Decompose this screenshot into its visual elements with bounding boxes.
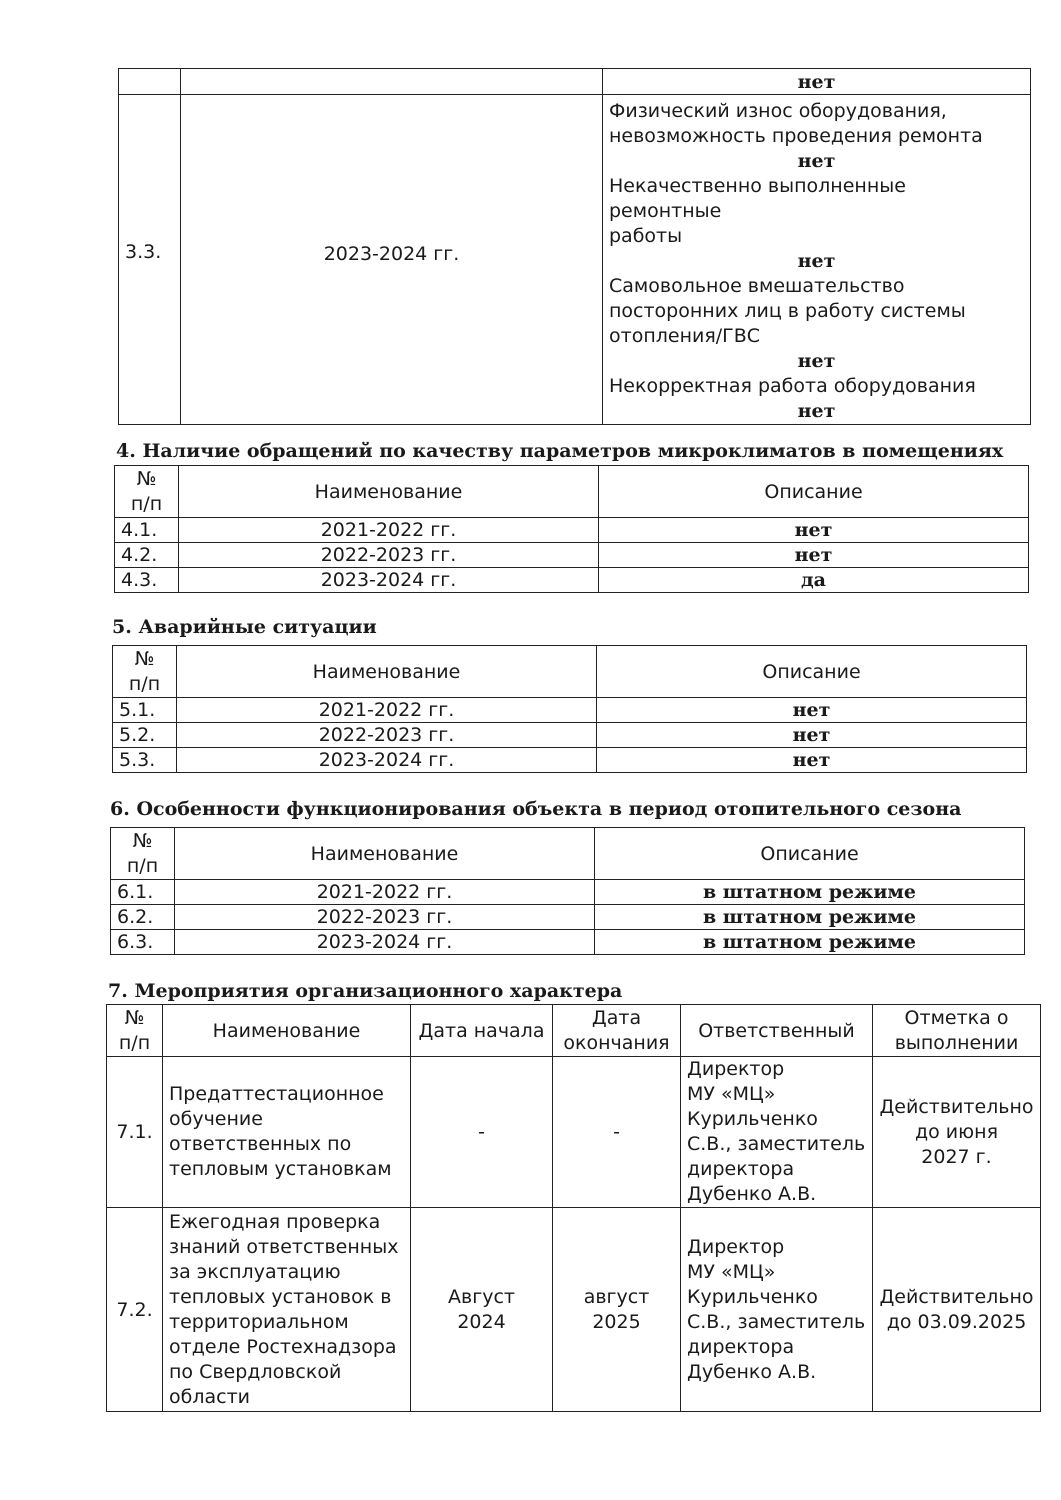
cause-text: работы (609, 225, 683, 247)
cause-text: отопления/ГВС (609, 325, 761, 347)
cause-value: нет (797, 250, 836, 272)
row-mark-line: 2027 г. (921, 1145, 992, 1168)
row-responsible-line: С.В., заместитель (687, 1133, 866, 1155)
row-name-line: тепловым установкам (169, 1158, 392, 1180)
row-mark (873, 1057, 1041, 1208)
row-responsible-line: Курильченко (687, 1285, 818, 1308)
header-num: № п/п (113, 646, 177, 698)
row-description: нет (599, 543, 1029, 568)
row-number: 4.2. (115, 543, 179, 568)
row-name: 2021-2022 гг. (177, 698, 597, 723)
header-name: Наименование (163, 1005, 411, 1057)
row-responsible-line: директора (687, 1335, 795, 1358)
row-number: 6.1. (111, 880, 175, 905)
header-num: № п/п (111, 828, 175, 880)
section6-title: 6. Особенности функционирования объекта в период отопительного сезона (110, 798, 962, 820)
row-name: 2021-2022 гг. (175, 880, 595, 905)
row-mark-line: до 03.09.2025 (886, 1310, 1027, 1333)
row-name: 2022-2023 гг. (179, 543, 599, 568)
row-name: 2023-2024 гг. (177, 748, 597, 773)
table-row (111, 880, 1025, 905)
row-number: 5.3. (113, 748, 177, 773)
row-number: 5.1. (113, 698, 177, 723)
section5-table (112, 645, 1027, 773)
row-number: 7.1. (107, 1057, 163, 1208)
table-row (115, 568, 1029, 593)
row-number: 4.3. (115, 568, 179, 593)
row-description: нет (597, 748, 1027, 773)
row-number: 4.1. (115, 518, 179, 543)
row-start-date-line: Август (448, 1285, 515, 1308)
cause-text: Некорректная работа оборудования (609, 375, 976, 397)
table-row (111, 930, 1025, 955)
row-number: 6.2. (111, 905, 175, 930)
section3-table (118, 68, 1031, 425)
table-row (115, 518, 1029, 543)
cause-text: Физический износ оборудования, (609, 100, 947, 122)
row-number: 3.3. (119, 95, 181, 425)
row-name-line: по Свердловской (169, 1360, 342, 1383)
row-name-line: за эксплуатацию (169, 1260, 341, 1283)
row-description: нет (597, 723, 1027, 748)
cause-value: нет (797, 400, 836, 422)
table-row (115, 543, 1029, 568)
table-row (107, 1057, 1041, 1208)
row-responsible-line: Дубенко А.В. (687, 1360, 817, 1383)
cause-text: Некачественно выполненные ремонтные (609, 175, 906, 222)
row-name (163, 1057, 411, 1208)
row-name-line: отделе Ростехнадзора (169, 1335, 397, 1358)
row-name: 2022-2023 гг. (175, 905, 595, 930)
row-end-date-line: 2025 (592, 1310, 641, 1333)
header-num: № п/п (115, 466, 179, 518)
header-name: Наименование (175, 828, 595, 880)
section7-title: 7. Мероприятия организационного характера (108, 980, 623, 1002)
row-responsible-line: МУ «МЦ» (687, 1083, 776, 1105)
row-mark-line: Действительно (879, 1095, 1034, 1118)
cause-value: нет (797, 150, 836, 172)
row-end-date-line: - (613, 1120, 620, 1143)
row-name: 2023-2024 гг. (175, 930, 595, 955)
row-responsible (681, 1208, 873, 1412)
row-mark-line: до июня (915, 1120, 998, 1143)
table-row (111, 905, 1025, 930)
row-name-line: тепловых установок в (169, 1285, 392, 1308)
row-start-date-line: 2024 (457, 1310, 506, 1333)
row-description: да (599, 568, 1029, 593)
table-row (113, 723, 1027, 748)
row-name-line: Ежегодная проверка (169, 1210, 381, 1233)
section4-title: 4. Наличие обращений по качеству параметров микроклиматов в помещениях (116, 440, 1004, 462)
row-responsible-line: Директор (687, 1235, 785, 1258)
row-responsible-line: Дубенко А.В. (687, 1183, 817, 1205)
row-name: 2023-2024 гг. (179, 568, 599, 593)
row-number: 5.2. (113, 723, 177, 748)
cause-item (609, 274, 1024, 374)
header-mark: Отметка о выполнении (873, 1005, 1041, 1057)
row-start-date-line: - (478, 1120, 485, 1143)
table-row (113, 698, 1027, 723)
row-name-line: Предаттестационное (169, 1083, 384, 1105)
header-desc: Описание (599, 466, 1029, 518)
row-description: нет (597, 698, 1027, 723)
cause-item (609, 99, 1024, 174)
row-name-line: знаний ответственных (169, 1235, 399, 1258)
header-responsible: Ответственный (681, 1005, 873, 1057)
row-responsible (681, 1057, 873, 1208)
header-num: № п/п (107, 1005, 163, 1057)
header-end-date: Дата окончания (553, 1005, 681, 1057)
row-name (163, 1208, 411, 1412)
header-name: Наименование (177, 646, 597, 698)
cause-item (609, 374, 1024, 424)
row-name: 2022-2023 гг. (177, 723, 597, 748)
row-responsible-line: Курильченко (687, 1108, 818, 1130)
table-row (113, 748, 1027, 773)
row-responsible-line: МУ «МЦ» (687, 1260, 776, 1283)
row-end-date-line: август (583, 1285, 650, 1308)
header-desc: Описание (597, 646, 1027, 698)
row-mark (873, 1208, 1041, 1412)
cause-item (609, 174, 1024, 274)
row-name: 2023-2024 гг. (181, 95, 603, 425)
section3-top-value: нет (603, 69, 1031, 95)
row-end-date (553, 1057, 681, 1208)
header-start-date: Дата начала (411, 1005, 553, 1057)
table-row (107, 1208, 1041, 1412)
row-mark-line: Действительно (879, 1285, 1034, 1308)
section6-table (110, 827, 1025, 955)
row-responsible-line: С.В., заместитель (687, 1310, 866, 1333)
row-description: в штатном режиме (595, 880, 1025, 905)
row-name-line: ответственных по (169, 1133, 352, 1155)
row-name-line: области (169, 1385, 250, 1408)
row-name-line: территориальном (169, 1310, 349, 1333)
cause-text: Самовольное вмешательство (609, 275, 905, 297)
cause-list (609, 99, 1024, 424)
row-number: 6.3. (111, 930, 175, 955)
row-name: 2021-2022 гг. (179, 518, 599, 543)
cause-value: нет (797, 350, 836, 372)
row-items (603, 95, 1031, 425)
row-description: нет (599, 518, 1029, 543)
row-name-line: обучение (169, 1108, 263, 1130)
section4-table (114, 465, 1029, 593)
header-name: Наименование (179, 466, 599, 518)
row-responsible-line: директора (687, 1158, 795, 1180)
cause-text: невозможность проведения ремонта (609, 125, 983, 147)
header-desc: Описание (595, 828, 1025, 880)
row-description: в штатном режиме (595, 930, 1025, 955)
section5-title: 5. Аварийные ситуации (112, 616, 377, 638)
section7-table (106, 1004, 1041, 1412)
row-number: 7.2. (107, 1208, 163, 1412)
row-end-date (553, 1208, 681, 1412)
row-description: в штатном режиме (595, 905, 1025, 930)
cause-text: посторонних лиц в работу системы (609, 300, 966, 322)
row-start-date (411, 1057, 553, 1208)
row-start-date (411, 1208, 553, 1412)
row-responsible-line: Директор (687, 1058, 785, 1080)
